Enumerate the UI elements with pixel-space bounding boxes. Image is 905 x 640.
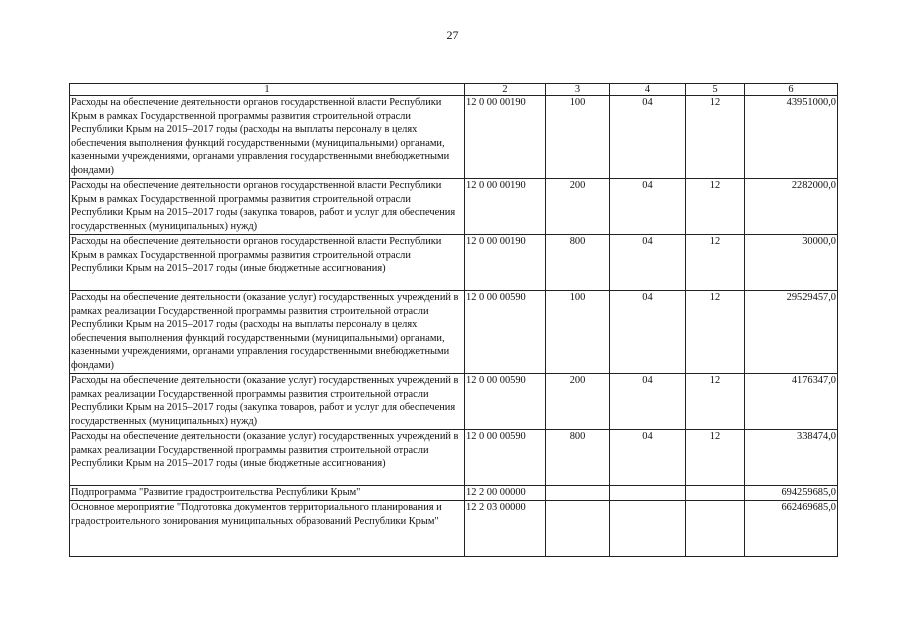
row-description: Расходы на обеспечение деятельности (оказание услуг) государственных учреждений в рамках реализации Государственной программы развития строительной отрасли Республики Крым на 2015–2017 годы (закупка товаров, работ и услуг для обеспечения государственных (муниципальных) нужд) xyxy=(70,374,465,430)
column-header-4: 4 xyxy=(610,84,686,96)
row-subsection: 12 xyxy=(686,235,745,291)
row-amount: 694259685,0 xyxy=(745,486,838,501)
column-header-3: 3 xyxy=(546,84,610,96)
row-subsection: 12 xyxy=(686,291,745,374)
row-code: 12 0 00 00590 xyxy=(465,430,546,486)
row-expense-type xyxy=(546,501,610,557)
row-subsection: 12 xyxy=(686,430,745,486)
table-row xyxy=(70,96,838,179)
row-description: Расходы на обеспечение деятельности органов государственной власти Республики Крым в рамках Государственной программы развития строительной отрасли Республики Крым на 2015–2017 годы (расходы на выплаты персоналу в целях обеспечения выполнения функций государственными (муниципальными) органами, казенными учреждениями, органами управления государственными внебюджетными фондами) xyxy=(70,96,465,179)
row-expense-type: 100 xyxy=(546,96,610,179)
row-section xyxy=(610,501,686,557)
table-row xyxy=(70,235,838,291)
row-amount: 2282000,0 xyxy=(745,179,838,235)
row-code: 12 0 00 00590 xyxy=(465,374,546,430)
budget-table xyxy=(69,83,838,557)
row-code: 12 2 03 00000 xyxy=(465,501,546,557)
row-section: 04 xyxy=(610,235,686,291)
row-section: 04 xyxy=(610,374,686,430)
table-header-row xyxy=(70,84,838,96)
row-code: 12 0 00 00190 xyxy=(465,179,546,235)
row-subsection: 12 xyxy=(686,179,745,235)
row-section: 04 xyxy=(610,179,686,235)
row-description: Основное мероприятие "Подготовка документов территориального планирования и градостроительного зонирования муниципальных образований Республики Крым" xyxy=(70,501,465,557)
row-section: 04 xyxy=(610,291,686,374)
row-description: Расходы на обеспечение деятельности (оказание услуг) государственных учреждений в рамках реализации Государственной программы развития строительной отрасли Республики Крым на 2015–2017 годы (иные бюджетные ассигнования) xyxy=(70,430,465,486)
row-expense-type: 200 xyxy=(546,179,610,235)
table-row xyxy=(70,179,838,235)
table-row xyxy=(70,486,838,501)
row-expense-type: 200 xyxy=(546,374,610,430)
row-code: 12 0 00 00190 xyxy=(465,235,546,291)
row-amount: 30000,0 xyxy=(745,235,838,291)
row-description: Расходы на обеспечение деятельности органов государственной власти Республики Крым в рамках Государственной программы развития строительной отрасли Республики Крым на 2015–2017 годы (иные бюджетные ассигнования) xyxy=(70,235,465,291)
column-header-6: 6 xyxy=(745,84,838,96)
row-description: Подпрограмма "Развитие градостроительства Республики Крым" xyxy=(70,486,465,501)
row-description: Расходы на обеспечение деятельности органов государственной власти Республики Крым в рамках Государственной программы развития строительной отрасли Республики Крым на 2015–2017 годы (закупка товаров, работ и услуг для обеспечения государственных (муниципальных) нужд) xyxy=(70,179,465,235)
row-amount: 43951000,0 xyxy=(745,96,838,179)
row-amount: 4176347,0 xyxy=(745,374,838,430)
row-section: 04 xyxy=(610,96,686,179)
row-subsection xyxy=(686,501,745,557)
table-row xyxy=(70,501,838,557)
column-header-5: 5 xyxy=(686,84,745,96)
row-description: Расходы на обеспечение деятельности (оказание услуг) государственных учреждений в рамках реализации Государственной программы развития строительной отрасли Республики Крым на 2015–2017 годы (расходы на выплаты персоналу в целях обеспечения выполнения функций государственными (муниципальными) органами, казенными учреждениями, органами управления государственными внебюджетными фондами) xyxy=(70,291,465,374)
page-number: 27 xyxy=(446,28,459,42)
table-row xyxy=(70,374,838,430)
table-body xyxy=(70,96,838,557)
row-amount: 338474,0 xyxy=(745,430,838,486)
row-subsection xyxy=(686,486,745,501)
row-code: 12 0 00 00190 xyxy=(465,96,546,179)
table-row xyxy=(70,430,838,486)
column-header-1: 1 xyxy=(70,84,465,96)
row-subsection: 12 xyxy=(686,374,745,430)
row-expense-type: 100 xyxy=(546,291,610,374)
row-code: 12 2 00 00000 xyxy=(465,486,546,501)
column-header-2: 2 xyxy=(465,84,546,96)
row-expense-type xyxy=(546,486,610,501)
row-subsection: 12 xyxy=(686,96,745,179)
row-amount: 29529457,0 xyxy=(745,291,838,374)
row-expense-type: 800 xyxy=(546,235,610,291)
row-section: 04 xyxy=(610,430,686,486)
row-section xyxy=(610,486,686,501)
row-code: 12 0 00 00590 xyxy=(465,291,546,374)
table-row xyxy=(70,291,838,374)
row-expense-type: 800 xyxy=(546,430,610,486)
row-amount: 662469685,0 xyxy=(745,501,838,557)
